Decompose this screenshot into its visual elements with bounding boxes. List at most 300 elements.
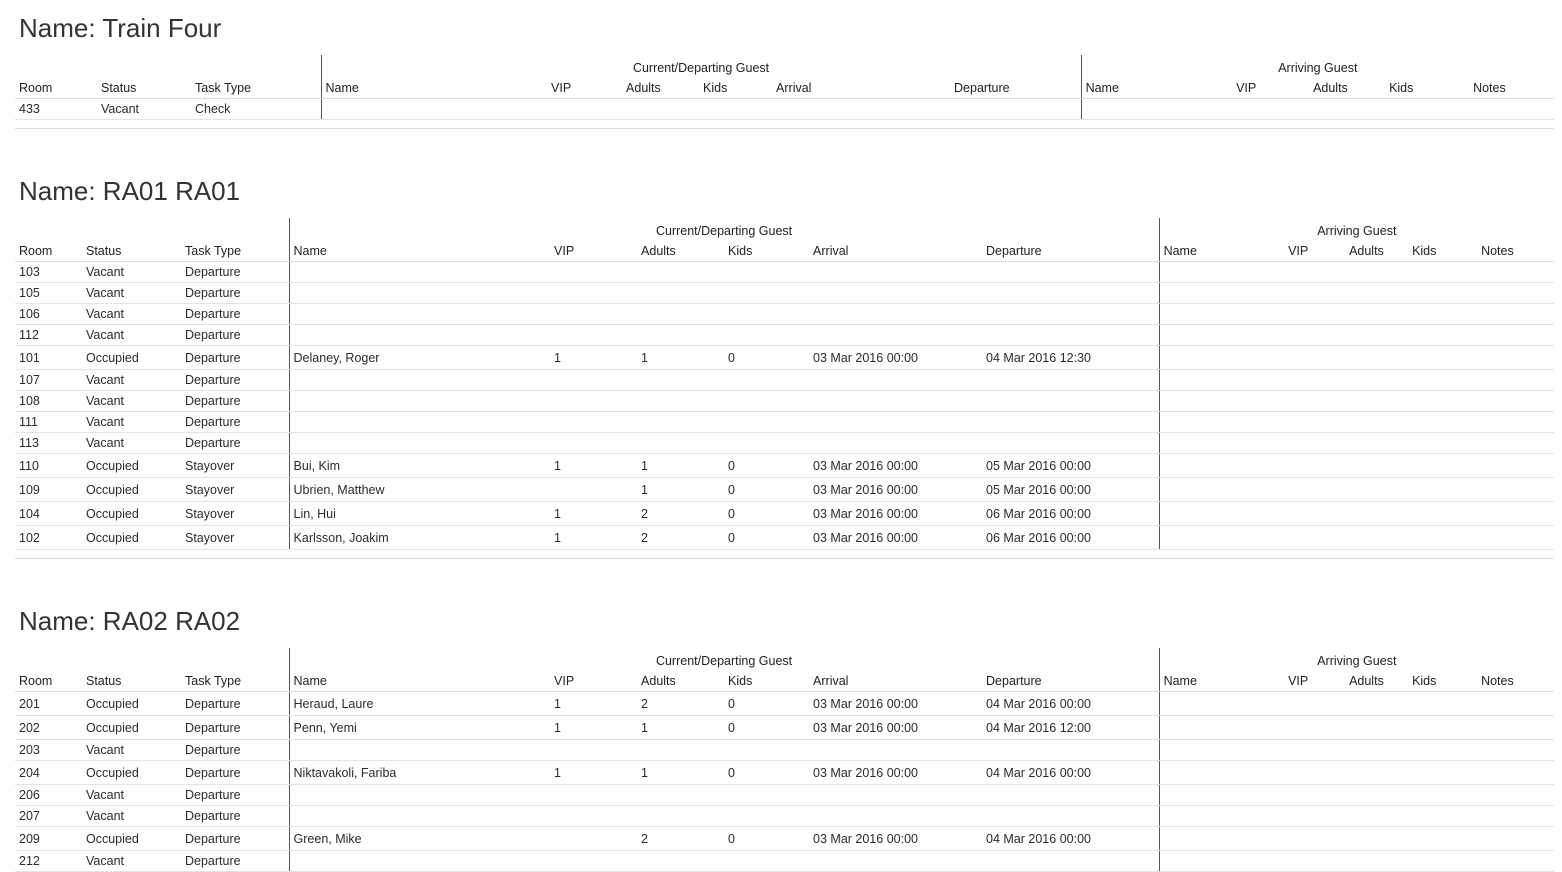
guest-arrival: 03 Mar 2016 00:00	[809, 716, 982, 740]
room-status: Occupied	[82, 502, 181, 526]
room-status: Vacant	[82, 740, 181, 761]
col-room: Room	[15, 238, 82, 262]
guest-kids: 0	[724, 716, 809, 740]
task-type: Departure	[181, 304, 289, 325]
arriving-adults	[1345, 526, 1408, 550]
guest-name	[289, 412, 550, 433]
section-title: Name: Train Four	[19, 13, 222, 43]
table-row	[15, 283, 1554, 304]
guest-kids	[724, 370, 809, 391]
arriving-name	[1159, 785, 1284, 806]
arriving-kids	[1408, 412, 1477, 433]
arriving-notes	[1477, 325, 1554, 346]
guest-kids: 0	[724, 692, 809, 716]
col-current-arrival: Arrival	[772, 75, 950, 99]
table-row	[15, 346, 1554, 370]
guest-kids	[724, 283, 809, 304]
room-number: 109	[15, 478, 82, 502]
arriving-vip	[1284, 806, 1345, 827]
guest-vip: 1	[550, 346, 637, 370]
arriving-kids	[1408, 851, 1477, 872]
guest-arrival: 03 Mar 2016 00:00	[809, 478, 982, 502]
arriving-kids	[1408, 433, 1477, 454]
arriving-kids	[1408, 785, 1477, 806]
current-departing-group-header: Current/Departing Guest	[321, 55, 1081, 75]
guest-name	[289, 262, 550, 283]
arriving-kids	[1408, 806, 1477, 827]
col-task-type: Task Type	[191, 75, 321, 99]
guest-vip: 1	[550, 526, 637, 550]
col-current-kids: Kids	[724, 668, 809, 692]
guest-departure	[982, 391, 1159, 412]
arriving-notes	[1477, 692, 1554, 716]
arriving-adults	[1345, 502, 1408, 526]
arriving-adults	[1345, 827, 1408, 851]
guest-adults	[637, 851, 724, 872]
arriving-vip	[1284, 391, 1345, 412]
arriving-name	[1159, 346, 1284, 370]
arriving-name	[1159, 283, 1284, 304]
guest-name	[289, 740, 550, 761]
arriving-adults	[1345, 851, 1408, 872]
task-type: Stayover	[181, 478, 289, 502]
guest-vip	[550, 412, 637, 433]
room-number: 202	[15, 716, 82, 740]
room-status: Vacant	[82, 785, 181, 806]
guest-adults	[637, 806, 724, 827]
guest-departure	[982, 806, 1159, 827]
room-status: Vacant	[82, 370, 181, 391]
guest-name: Bui, Kim	[289, 454, 550, 478]
guest-name	[289, 283, 550, 304]
arriving-adults	[1345, 346, 1408, 370]
arriving-adults	[1345, 391, 1408, 412]
room-status: Occupied	[82, 692, 181, 716]
arriving-notes	[1477, 478, 1554, 502]
arriving-adults	[1345, 692, 1408, 716]
task-type: Departure	[181, 806, 289, 827]
section-title: Name: RA01 RA01	[19, 176, 241, 206]
task-table	[15, 648, 1554, 872]
col-current-kids: Kids	[699, 75, 772, 99]
arriving-kids	[1408, 346, 1477, 370]
guest-name	[289, 785, 550, 806]
guest-kids: 0	[724, 526, 809, 550]
guest-arrival	[809, 283, 982, 304]
table-row	[15, 502, 1554, 526]
arriving-kids	[1408, 716, 1477, 740]
arriving-name	[1159, 806, 1284, 827]
guest-adults	[637, 412, 724, 433]
task-type: Departure	[181, 325, 289, 346]
guest-arrival: 03 Mar 2016 00:00	[809, 692, 982, 716]
room-number: 101	[15, 346, 82, 370]
arriving-kids	[1408, 478, 1477, 502]
task-type: Departure	[181, 716, 289, 740]
table-row	[15, 99, 1554, 120]
arriving-kids	[1408, 454, 1477, 478]
guest-name	[289, 433, 550, 454]
arriving-name	[1159, 502, 1284, 526]
arriving-adults	[1345, 785, 1408, 806]
room-status: Vacant	[82, 283, 181, 304]
arriving-notes	[1477, 827, 1554, 851]
arriving-notes	[1477, 785, 1554, 806]
room-number: 207	[15, 806, 82, 827]
table-row	[15, 827, 1554, 851]
arriving-vip	[1284, 433, 1345, 454]
arriving-name	[1159, 412, 1284, 433]
arriving-adults	[1345, 412, 1408, 433]
arriving-kids	[1408, 692, 1477, 716]
task-type: Departure	[181, 346, 289, 370]
guest-name: Niktavakoli, Fariba	[289, 761, 550, 785]
table-row	[15, 851, 1554, 872]
room-status: Vacant	[82, 412, 181, 433]
arriving-vip	[1284, 502, 1345, 526]
col-status: Status	[82, 668, 181, 692]
guest-name: Ubrien, Matthew	[289, 478, 550, 502]
room-status: Vacant	[82, 304, 181, 325]
arriving-adults	[1345, 370, 1408, 391]
arriving-name	[1159, 262, 1284, 283]
task-type: Stayover	[181, 502, 289, 526]
col-room: Room	[15, 75, 97, 99]
guest-kids	[724, 785, 809, 806]
guest-arrival	[809, 412, 982, 433]
guest-departure	[982, 740, 1159, 761]
arriving-name	[1081, 99, 1232, 120]
table-row	[15, 526, 1554, 550]
arriving-vip	[1284, 346, 1345, 370]
room-number: 106	[15, 304, 82, 325]
arriving-adults	[1345, 716, 1408, 740]
guest-adults	[637, 325, 724, 346]
col-current-departure: Departure	[982, 238, 1159, 262]
guest-adults: 1	[637, 346, 724, 370]
guest-kids	[724, 851, 809, 872]
task-type: Departure	[181, 433, 289, 454]
guest-adults	[637, 785, 724, 806]
arriving-name	[1159, 526, 1284, 550]
guest-vip	[550, 325, 637, 346]
col-arriving-adults: Adults	[1345, 668, 1408, 692]
guest-kids: 0	[724, 454, 809, 478]
arriving-vip	[1284, 262, 1345, 283]
arriving-name	[1159, 304, 1284, 325]
table-footer-cell	[15, 120, 1554, 129]
guest-adults	[637, 740, 724, 761]
task-type: Check	[191, 99, 321, 120]
arriving-adults	[1345, 454, 1408, 478]
arriving-notes	[1477, 433, 1554, 454]
guest-departure	[982, 412, 1159, 433]
guest-vip	[550, 740, 637, 761]
guest-vip	[550, 391, 637, 412]
guest-adults: 2	[637, 692, 724, 716]
room-status: Occupied	[82, 454, 181, 478]
guest-departure: 05 Mar 2016 00:00	[982, 454, 1159, 478]
guest-vip	[547, 99, 622, 120]
arriving-name	[1159, 827, 1284, 851]
guest-arrival	[809, 785, 982, 806]
room-number: 204	[15, 761, 82, 785]
arriving-vip	[1284, 283, 1345, 304]
col-current-arrival: Arrival	[809, 238, 982, 262]
guest-name	[289, 806, 550, 827]
arriving-name	[1159, 325, 1284, 346]
arriving-notes	[1469, 99, 1554, 120]
table-footer-cell	[15, 550, 1554, 559]
guest-name	[289, 304, 550, 325]
arriving-vip	[1284, 740, 1345, 761]
table-row	[15, 454, 1554, 478]
col-current-vip: VIP	[547, 75, 622, 99]
guest-kids	[724, 740, 809, 761]
guest-departure: 04 Mar 2016 12:00	[982, 716, 1159, 740]
arriving-adults	[1345, 740, 1408, 761]
guest-kids	[724, 806, 809, 827]
guest-kids	[724, 412, 809, 433]
guest-arrival: 03 Mar 2016 00:00	[809, 526, 982, 550]
arriving-kids	[1408, 304, 1477, 325]
guest-kids: 0	[724, 827, 809, 851]
guest-arrival: 03 Mar 2016 00:00	[809, 502, 982, 526]
arriving-vip	[1284, 827, 1345, 851]
guest-adults: 1	[637, 761, 724, 785]
arriving-vip	[1284, 478, 1345, 502]
guest-arrival	[809, 433, 982, 454]
guest-vip	[550, 370, 637, 391]
col-arriving-vip: VIP	[1232, 75, 1309, 99]
arriving-vip	[1284, 370, 1345, 391]
room-number: 206	[15, 785, 82, 806]
arriving-notes	[1477, 454, 1554, 478]
room-status: Vacant	[82, 851, 181, 872]
table-row	[15, 692, 1554, 716]
table-row	[15, 325, 1554, 346]
arriving-adults	[1345, 304, 1408, 325]
guest-adults	[637, 433, 724, 454]
task-type: Departure	[181, 740, 289, 761]
arriving-notes	[1477, 806, 1554, 827]
guest-name	[289, 391, 550, 412]
arriving-adults	[1345, 283, 1408, 304]
guest-kids: 0	[724, 761, 809, 785]
room-number: 110	[15, 454, 82, 478]
arriving-kids	[1408, 325, 1477, 346]
room-number: 111	[15, 412, 82, 433]
col-current-adults: Adults	[622, 75, 699, 99]
guest-arrival	[809, 391, 982, 412]
guest-arrival: 03 Mar 2016 00:00	[809, 827, 982, 851]
arriving-adults	[1309, 99, 1385, 120]
room-status: Occupied	[82, 716, 181, 740]
guest-adults: 2	[637, 827, 724, 851]
room-status: Occupied	[82, 526, 181, 550]
table-row	[15, 761, 1554, 785]
room-number: 112	[15, 325, 82, 346]
col-current-vip: VIP	[550, 238, 637, 262]
guest-vip	[550, 283, 637, 304]
table-row	[15, 716, 1554, 740]
col-arriving-notes: Notes	[1477, 668, 1554, 692]
table-row	[15, 391, 1554, 412]
col-arriving-kids: Kids	[1408, 668, 1477, 692]
room-number: 209	[15, 827, 82, 851]
col-arriving-name: Name	[1081, 75, 1232, 99]
guest-departure: 06 Mar 2016 00:00	[982, 526, 1159, 550]
arriving-notes	[1477, 283, 1554, 304]
arriving-notes	[1477, 391, 1554, 412]
arriving-notes	[1477, 262, 1554, 283]
table-footer-spacer	[15, 120, 1554, 129]
arriving-vip	[1284, 716, 1345, 740]
guest-name: Lin, Hui	[289, 502, 550, 526]
guest-adults	[637, 391, 724, 412]
guest-departure	[982, 851, 1159, 872]
arriving-name	[1159, 851, 1284, 872]
guest-departure	[982, 433, 1159, 454]
task-table	[15, 218, 1554, 559]
guest-vip	[550, 433, 637, 454]
guest-departure: 04 Mar 2016 00:00	[982, 761, 1159, 785]
arriving-vip	[1284, 851, 1345, 872]
arriving-adults	[1345, 761, 1408, 785]
col-arriving-vip: VIP	[1284, 238, 1345, 262]
guest-arrival	[809, 851, 982, 872]
guest-adults: 1	[637, 454, 724, 478]
col-room: Room	[15, 668, 82, 692]
guest-name: Green, Mike	[289, 827, 550, 851]
arriving-adults	[1345, 325, 1408, 346]
table-row	[15, 370, 1554, 391]
arriving-name	[1159, 391, 1284, 412]
room-number: 105	[15, 283, 82, 304]
arriving-vip	[1284, 761, 1345, 785]
guest-kids	[699, 99, 772, 120]
section-title: Name: RA02 RA02	[19, 606, 241, 636]
guest-name	[289, 370, 550, 391]
arriving-group-header: Arriving Guest	[1159, 218, 1554, 238]
room-number: 103	[15, 262, 82, 283]
col-status: Status	[97, 75, 191, 99]
col-arriving-name: Name	[1159, 668, 1284, 692]
task-type: Departure	[181, 262, 289, 283]
arriving-notes	[1477, 370, 1554, 391]
guest-arrival	[809, 262, 982, 283]
guest-adults: 2	[637, 502, 724, 526]
arriving-kids	[1385, 99, 1469, 120]
arriving-notes	[1477, 502, 1554, 526]
task-type: Stayover	[181, 526, 289, 550]
arriving-vip	[1284, 454, 1345, 478]
task-type: Departure	[181, 827, 289, 851]
guest-vip: 1	[550, 692, 637, 716]
guest-kids	[724, 391, 809, 412]
arriving-vip	[1232, 99, 1309, 120]
room-number: 212	[15, 851, 82, 872]
task-type: Departure	[181, 851, 289, 872]
guest-name: Heraud, Laure	[289, 692, 550, 716]
col-task-type: Task Type	[181, 668, 289, 692]
room-status: Vacant	[97, 99, 191, 120]
task-type: Departure	[181, 391, 289, 412]
guest-name	[321, 99, 547, 120]
arriving-notes	[1477, 526, 1554, 550]
arriving-kids	[1408, 283, 1477, 304]
guest-name: Karlsson, Joakim	[289, 526, 550, 550]
current-departing-group-header: Current/Departing Guest	[289, 648, 1159, 668]
arriving-name	[1159, 716, 1284, 740]
guest-arrival	[809, 806, 982, 827]
room-status: Occupied	[82, 478, 181, 502]
guest-arrival: 03 Mar 2016 00:00	[809, 761, 982, 785]
col-current-arrival: Arrival	[809, 668, 982, 692]
room-number: 102	[15, 526, 82, 550]
table-row	[15, 740, 1554, 761]
task-type: Departure	[181, 761, 289, 785]
col-arriving-notes: Notes	[1469, 75, 1554, 99]
guest-departure	[982, 370, 1159, 391]
room-status: Occupied	[82, 761, 181, 785]
guest-arrival: 03 Mar 2016 00:00	[809, 454, 982, 478]
col-current-adults: Adults	[637, 668, 724, 692]
col-current-name: Name	[321, 75, 547, 99]
guest-departure: 05 Mar 2016 00:00	[982, 478, 1159, 502]
table-row	[15, 806, 1554, 827]
arriving-vip	[1284, 412, 1345, 433]
arriving-vip	[1284, 785, 1345, 806]
guest-vip	[550, 304, 637, 325]
arriving-notes	[1477, 304, 1554, 325]
guest-arrival	[772, 99, 950, 120]
room-number: 433	[15, 99, 97, 120]
col-arriving-adults: Adults	[1309, 75, 1385, 99]
room-number: 108	[15, 391, 82, 412]
arriving-notes	[1477, 761, 1554, 785]
arriving-notes	[1477, 412, 1554, 433]
guest-vip: 1	[550, 761, 637, 785]
room-number: 107	[15, 370, 82, 391]
task-type: Departure	[181, 692, 289, 716]
col-arriving-kids: Kids	[1408, 238, 1477, 262]
guest-arrival	[809, 370, 982, 391]
guest-vip	[550, 262, 637, 283]
col-arriving-name: Name	[1159, 238, 1284, 262]
col-status: Status	[82, 238, 181, 262]
guest-vip	[550, 827, 637, 851]
guest-departure: 04 Mar 2016 00:00	[982, 692, 1159, 716]
guest-departure	[982, 785, 1159, 806]
table-row	[15, 433, 1554, 454]
arriving-notes	[1477, 740, 1554, 761]
guest-departure	[950, 99, 1081, 120]
arriving-notes	[1477, 851, 1554, 872]
section-train-four	[15, 13, 1554, 128]
guest-departure	[982, 304, 1159, 325]
col-arriving-notes: Notes	[1477, 238, 1554, 262]
arriving-kids	[1408, 740, 1477, 761]
room-status: Vacant	[82, 391, 181, 412]
task-type: Departure	[181, 785, 289, 806]
arriving-kids	[1408, 526, 1477, 550]
task-table	[15, 55, 1554, 129]
guest-arrival	[809, 304, 982, 325]
guest-arrival	[809, 325, 982, 346]
table-footer-spacer	[15, 550, 1554, 559]
guest-vip	[550, 785, 637, 806]
